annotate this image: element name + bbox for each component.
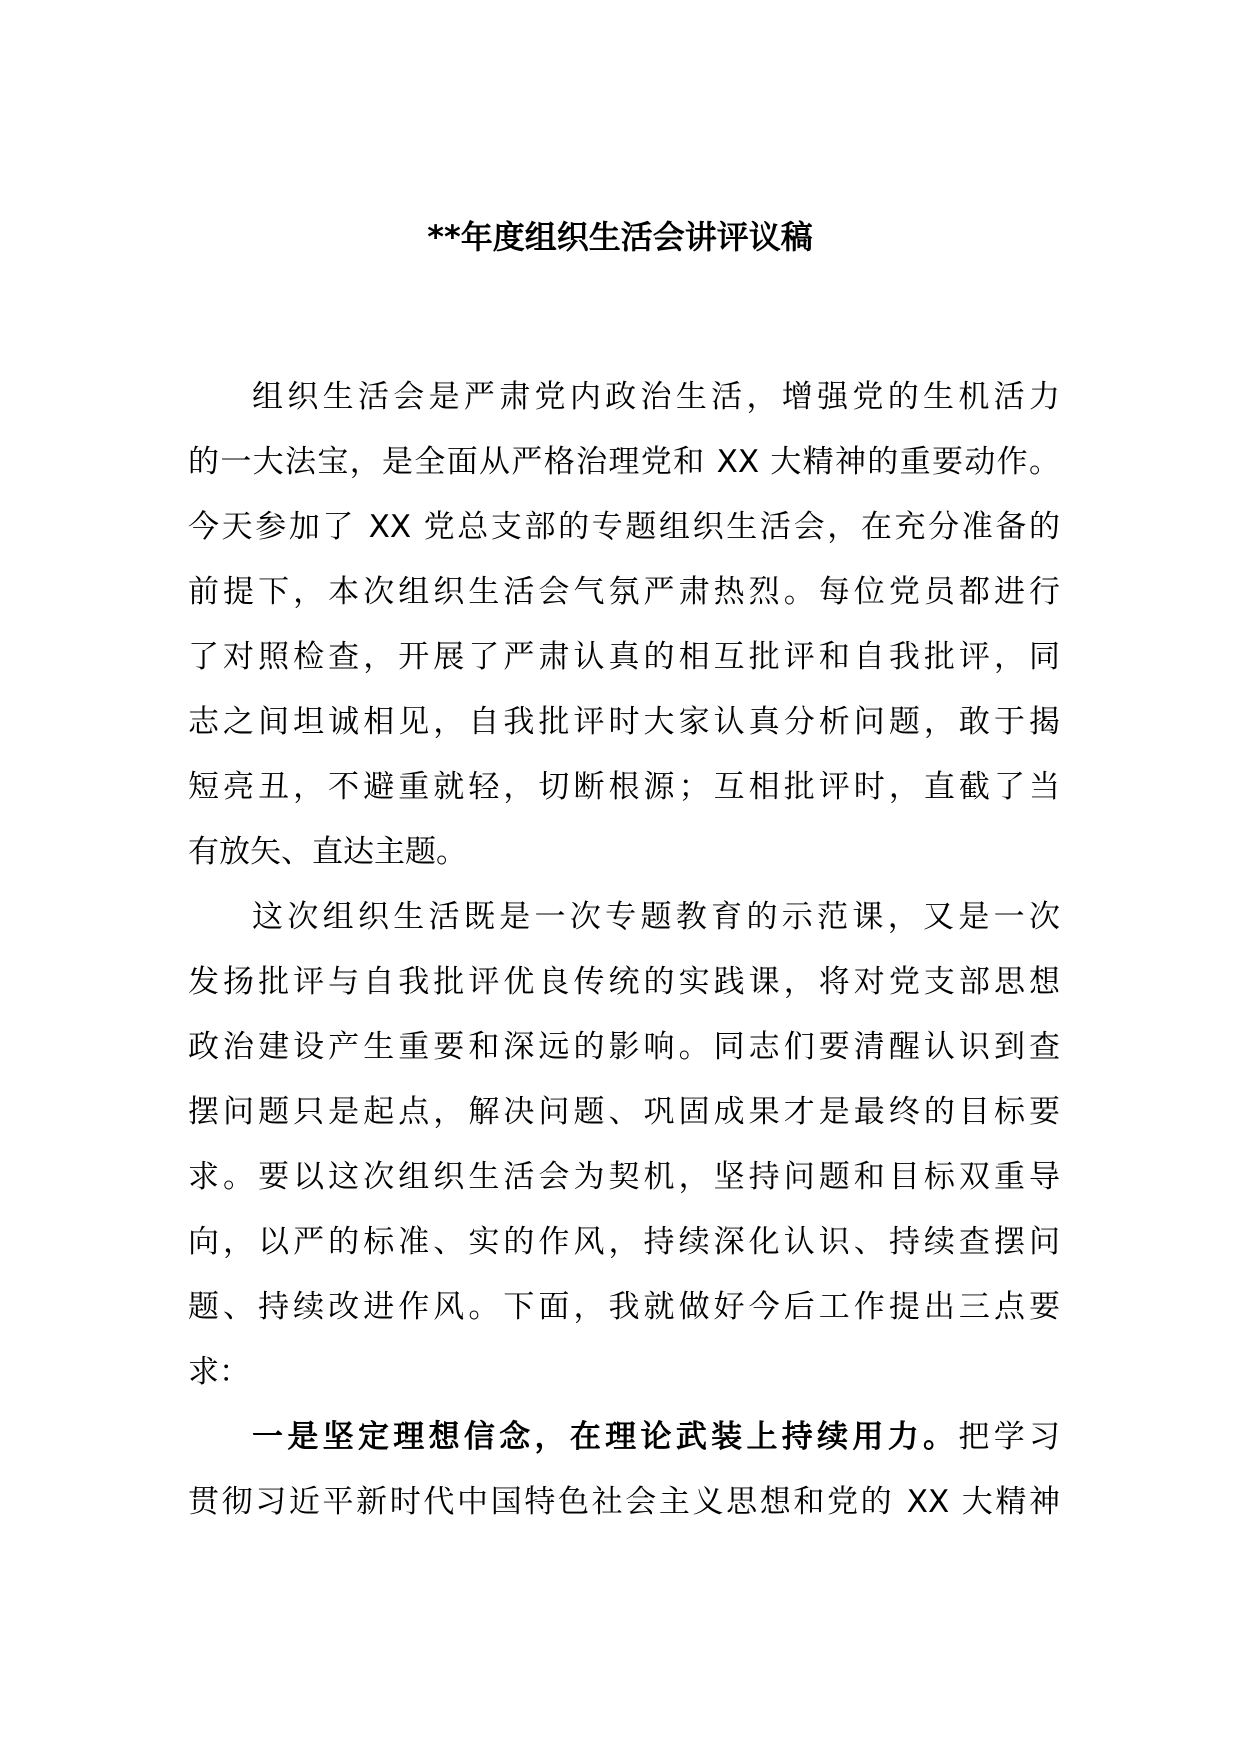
text-line: 前提下，本次组织生活会气氛严肃热烈。每位党员都进行: [188, 574, 1060, 610]
text-line: 今天参加了 XX 党总支部的专题组织生活会，在充分准备的: [188, 509, 1060, 545]
text-line: 组织生活会是严肃党内政治生活，增强党的生机活力: [252, 379, 1060, 415]
text-line: 贯彻习近平新时代中国特色社会主义思想和党的 XX 大精神: [188, 1484, 1060, 1520]
document-title: **年度组织生活会讲评议稿: [427, 218, 813, 256]
text-line: 求。要以这次组织生活会为契机，坚持问题和目标双重导: [188, 1159, 1060, 1195]
text-span: 把学习: [958, 1419, 1061, 1455]
text-line: 志之间坦诚相见，自我批评时大家认真分析问题，敢于揭: [188, 704, 1060, 740]
document-body: [188, 365, 1060, 1535]
text-line: 求：: [188, 1354, 250, 1390]
text-line: 了对照检查，开展了严肃认真的相互批评和自我批评，同: [188, 639, 1060, 675]
bold-lead: 一是坚定理想信念，在理论武装上持续用力。: [252, 1419, 959, 1455]
text-line: 这次组织生活既是一次专题教育的示范课，又是一次: [252, 899, 1060, 935]
text-line: 的一大法宝，是全面从严格治理党和 XX 大精神的重要动作。: [188, 444, 1060, 480]
text-line: 向，以严的标准、实的作风，持续深化认识、持续查摆问: [188, 1224, 1060, 1260]
text-line: 摆问题只是起点，解决问题、巩固成果才是最终的目标要: [188, 1094, 1060, 1130]
paragraph-1: [188, 365, 1060, 885]
text-line: 政治建设产生重要和深远的影响。同志们要清醒认识到查: [188, 1029, 1060, 1065]
text-line: 短亮丑，不避重就轻，切断根源；互相批评时，直截了当: [188, 769, 1060, 805]
paragraph-3: [188, 1405, 1060, 1535]
text-line: 题、持续改进作风。下面，我就做好今后工作提出三点要: [188, 1289, 1060, 1325]
text-line: [188, 1405, 1060, 1470]
text-line: 有放矢、直达主题。: [188, 834, 467, 870]
paragraph-2: [188, 885, 1060, 1405]
text-line: 发扬批评与自我批评优良传统的实践课，将对党支部思想: [188, 964, 1060, 1000]
